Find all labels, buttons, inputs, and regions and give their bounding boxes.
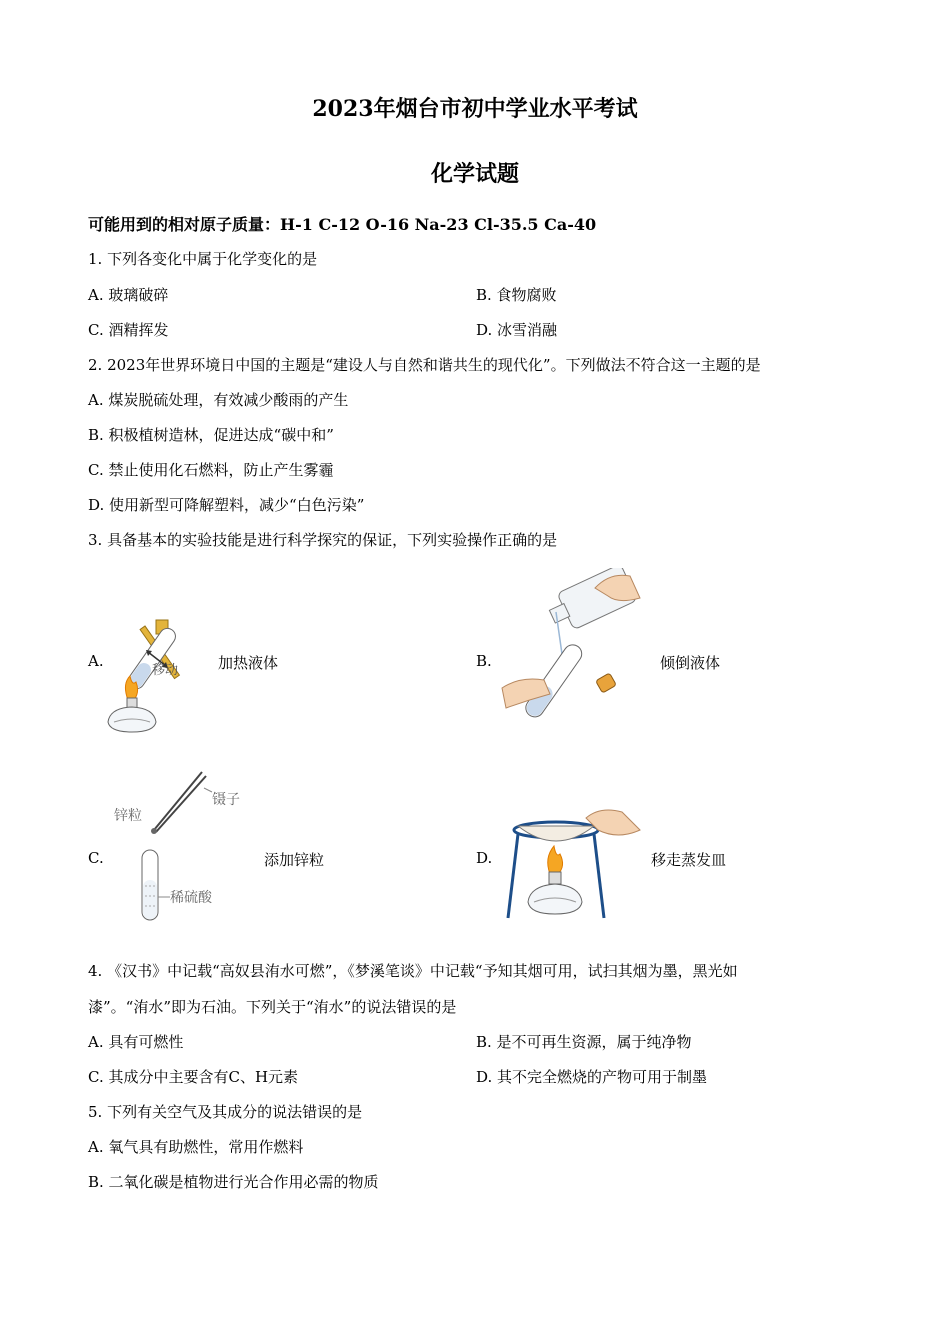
q3-a-label: 加热液体 xyxy=(218,654,279,672)
q3-d-label: 移走蒸发皿 xyxy=(651,851,727,869)
pouring-liquid-figure xyxy=(500,568,650,733)
q3-b-letter: B. xyxy=(476,652,492,670)
q4-stem-line1: 4. 《汉书》中记载“高奴县洧水可燃”，《梦溪笔谈》中记载“予知其烟可用，试扫其烟为墨，黑光如 xyxy=(88,962,738,980)
acid-label: 稀硫酸 xyxy=(170,890,212,906)
q3-b-label: 倾倒液体 xyxy=(660,654,721,672)
q1-option-a: A. 玻璃破碎 xyxy=(88,286,169,304)
heating-liquid-figure xyxy=(100,612,210,734)
q2-option-a: A. 煤炭脱硫处理，有效减少酸雨的产生 xyxy=(88,391,349,409)
q1-option-c: C. 酒精挥发 xyxy=(88,321,169,339)
q1-option-d: D. 冰雪消融 xyxy=(476,321,558,339)
q5-stem: 5. 下列有关空气及其成分的说法错误的是 xyxy=(88,1103,363,1121)
q1-stem: 1. 下列各变化中属于化学变化的是 xyxy=(88,250,318,268)
q4-option-c: C. 其成分中主要含有C、H元素 xyxy=(88,1068,299,1086)
q5-option-a: A. 氧气具有助燃性，常用作燃料 xyxy=(88,1138,304,1156)
q2-option-b: B. 积极植树造林，促进达成“碳中和” xyxy=(88,426,334,444)
q4-option-d: D. 其不完全燃烧的产物可用于制墨 xyxy=(476,1068,708,1086)
q4-stem-line2: 漆”。“洧水”即为石油。下列关于“洧水”的说法错误的是 xyxy=(88,998,457,1016)
q4-option-b: B. 是不可再生资源，属于纯净物 xyxy=(476,1033,692,1051)
evaporating-dish-figure xyxy=(500,796,650,924)
move-label: 移动 xyxy=(152,663,179,678)
q3-a-letter: A. xyxy=(88,652,104,670)
tweezers-label: 镊子 xyxy=(212,792,240,808)
atomic-masses: 可能用到的相对原子质量：H-1 C-12 O-16 Na-23 Cl-35.5 Ca-40 xyxy=(88,215,597,234)
q4-option-a: A. 具有可燃性 xyxy=(88,1033,184,1051)
adding-zinc-figure xyxy=(108,762,248,927)
q3-stem: 3. 具备基本的实验技能是进行科学探究的保证，下列实验操作正确的是 xyxy=(88,531,558,549)
q3-c-label: 添加锌粒 xyxy=(264,851,325,869)
q2-option-c: C. 禁止使用化石燃料，防止产生雾霾 xyxy=(88,461,334,479)
q2-stem: 2. 2023年世界环境日中国的主题是“建设人与自然和谐共生的现代化”。下列做法不符合这一主题的是 xyxy=(88,356,761,374)
exam-subtitle: 化学试题 xyxy=(430,161,519,187)
q3-d-letter: D. xyxy=(476,849,493,867)
q3-c-letter: C. xyxy=(88,849,104,867)
q2-option-d: D. 使用新型可降解塑料，减少“白色污染” xyxy=(88,496,365,514)
zinc-label: 锌粒 xyxy=(114,808,142,824)
exam-title: 2023年烟台市初中学业水平考试 xyxy=(312,96,638,122)
q1-option-b: B. 食物腐败 xyxy=(476,286,557,304)
q5-option-b: B. 二氧化碳是植物进行光合作用必需的物质 xyxy=(88,1173,379,1191)
